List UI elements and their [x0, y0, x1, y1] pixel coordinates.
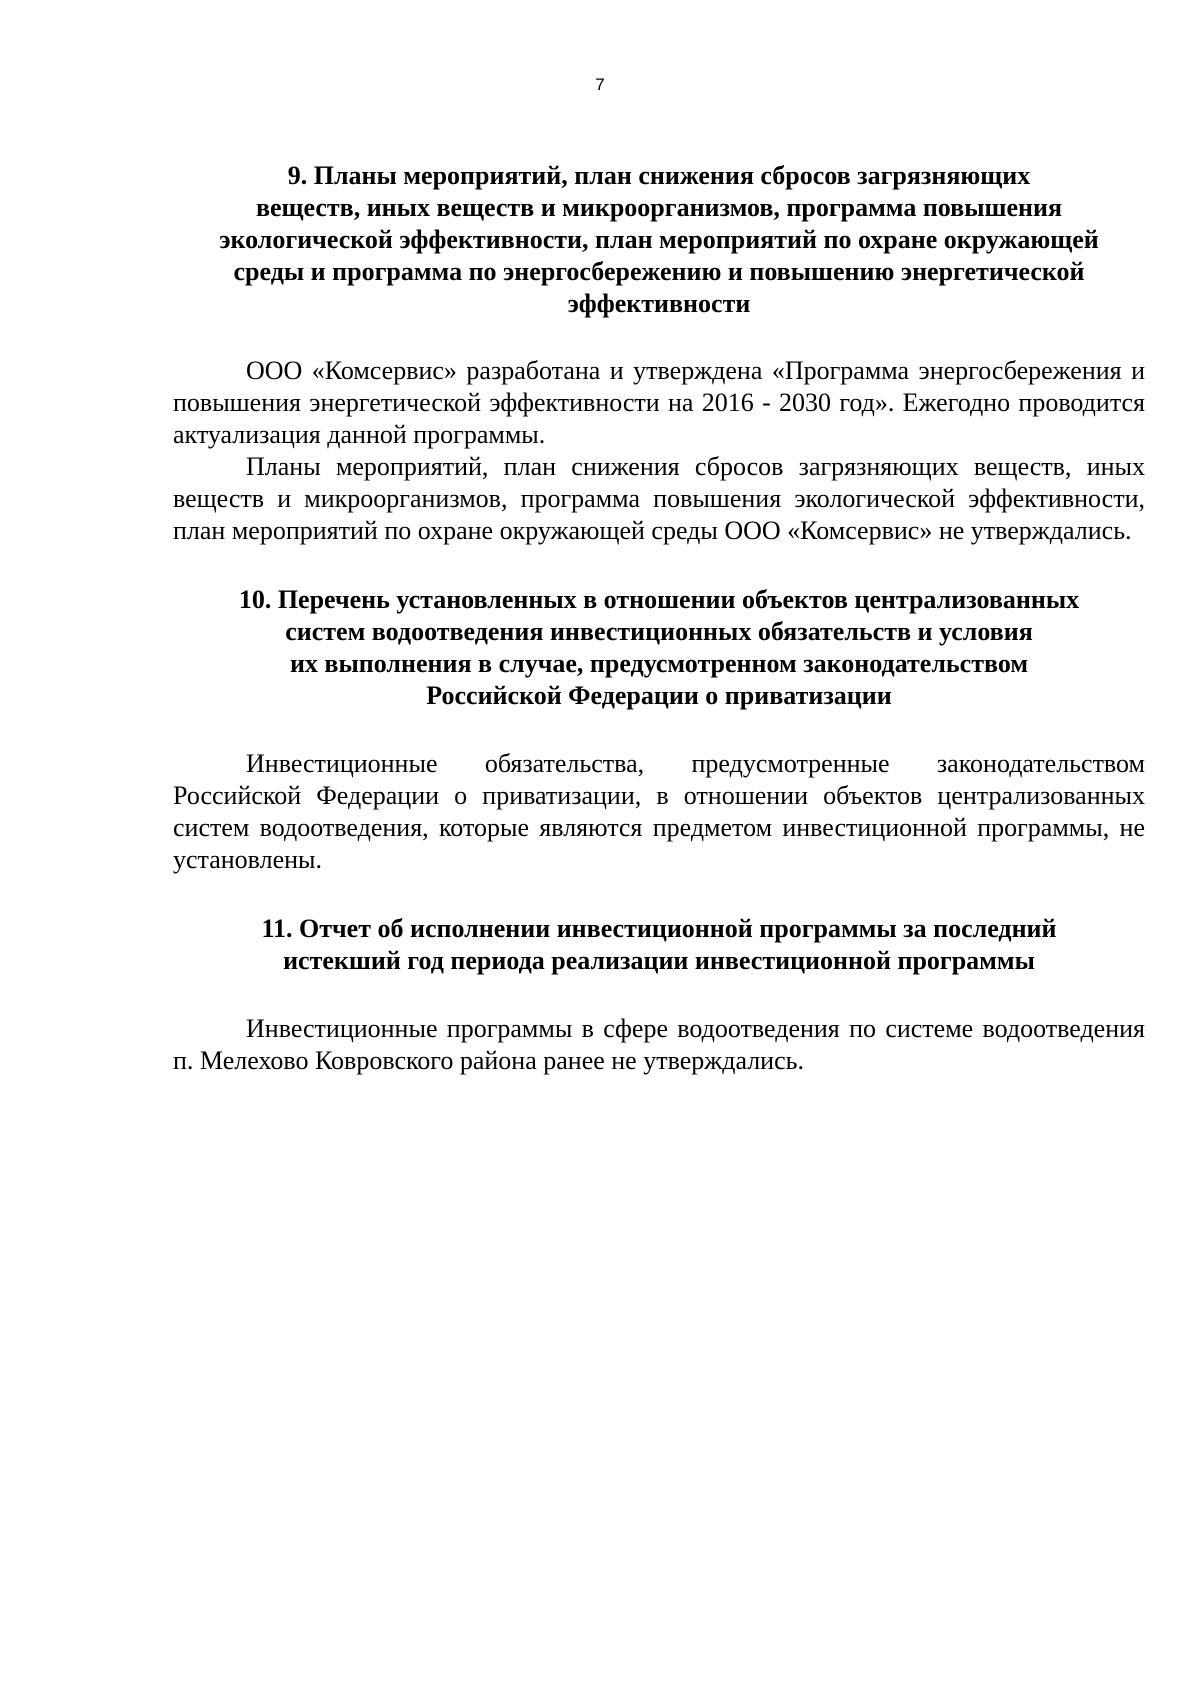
heading-line: 11. Отчет об исполнении инвестиционной программы за последний: [261, 914, 1057, 943]
heading-line: Российской Федерации о приватизации: [426, 681, 892, 710]
heading-line: систем водоотведения инвестиционных обязательств и условия: [285, 617, 1033, 646]
heading-line: экологической эффективности, план мероприятий по охране окружающей: [219, 225, 1099, 254]
heading-line: 9. Планы мероприятий, план снижения сбросов загрязняющих: [287, 161, 1031, 190]
page-content: [173, 160, 1145, 1077]
heading-line: истекший год периода реализации инвестиционной программы: [283, 946, 1035, 975]
page-number: 7: [595, 75, 605, 94]
section-10-paragraph-1: Инвестиционные обязательства, предусмотренные законодательством Российской Федерации о приватизации, в отношении объектов централизованных систем водоотведения, которые являются предметом инвестиционной программы, не установлены.: [173, 749, 1145, 874]
heading-line: 10. Перечень установленных в отношении объектов централизованных: [238, 585, 1080, 614]
section-9-heading: [173, 160, 1145, 320]
section-9-paragraph-2: Планы мероприятий, план снижения сбросов загрязняющих веществ, иных веществ и микроорганизмов, программа повышения экологической эффективности, план мероприятий по охране окружающей среды ООО «Комсервис» не утверждались.: [173, 452, 1145, 545]
section-11-heading: [173, 913, 1145, 977]
heading-line: эффективности: [567, 289, 751, 318]
heading-line: их выполнения в случае, предусмотренном законодательством: [289, 649, 1029, 678]
section-11-paragraph-1: Инвестиционные программы в сфере водоотведения по системе водоотведения п. Мелехово Ковровского района ранее не утверждались.: [173, 1014, 1145, 1075]
heading-line: среды и программа по энергосбережению и повышению энергетической: [233, 257, 1085, 286]
section-10-heading: [173, 584, 1145, 712]
heading-line: веществ, иных веществ и микроорганизмов, программа повышения: [255, 193, 1063, 222]
section-9-paragraph-1: ООО «Комсервис» разработана и утверждена «Программа энергосбережения и повышения энергетической эффективности на 2016 - 2030 год». Ежегодно проводится актуализация данной программы.: [173, 356, 1145, 449]
